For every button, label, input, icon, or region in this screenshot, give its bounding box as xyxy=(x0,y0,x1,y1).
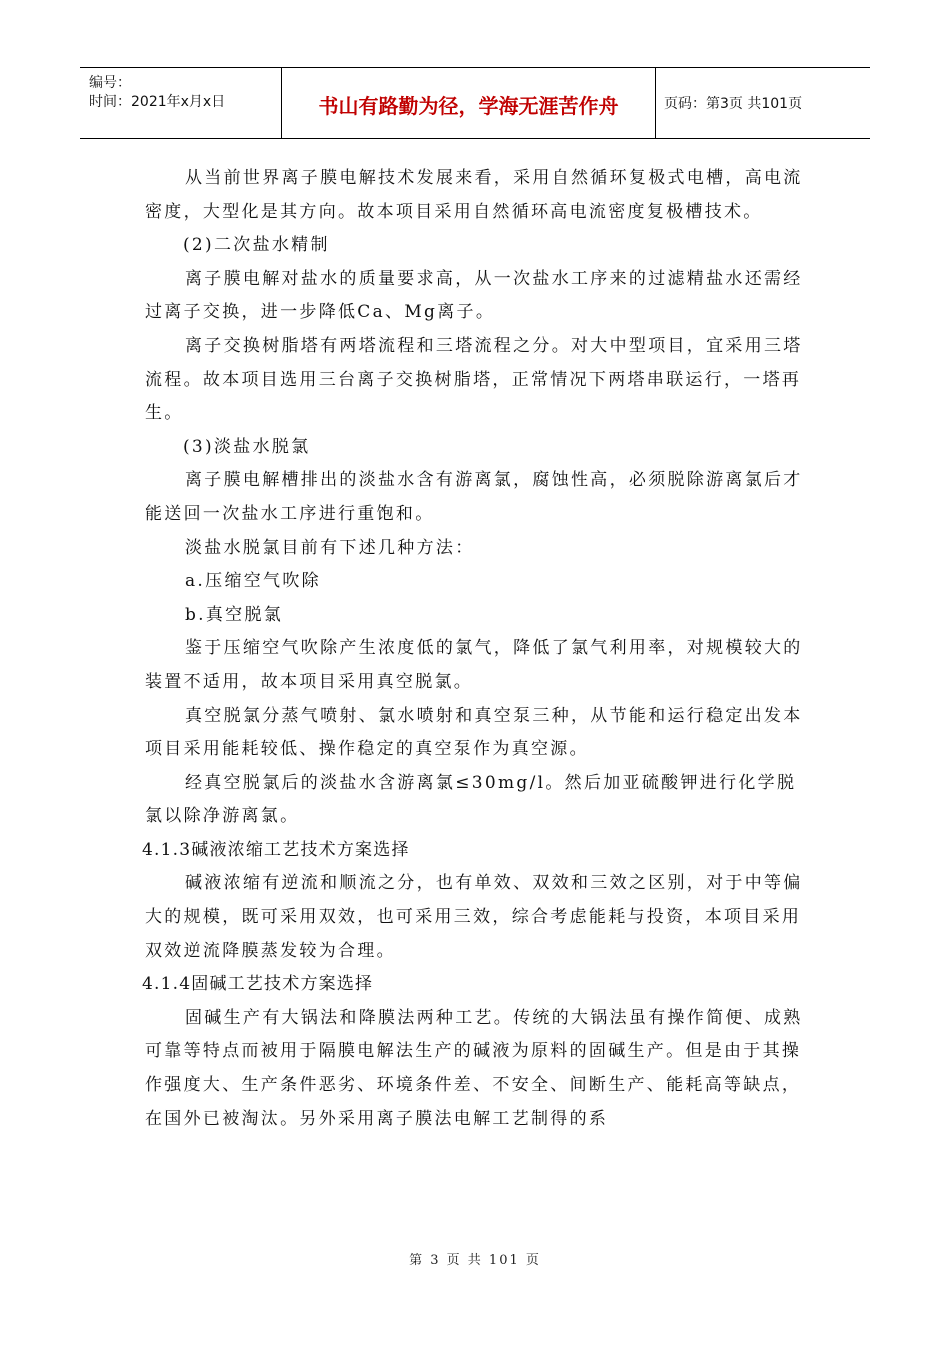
paragraph: 碱液浓缩有逆流和顺流之分，也有单效、双效和三效之区别，对于中等偏大的规模，既可采用双效，也可采用三效，综合考虑能耗与投资，本项目采用双效逆流降膜蒸发较为合理。 xyxy=(145,873,803,961)
paragraph: 鉴于压缩空气吹除产生浓度低的氯气，降低了氯气利用率，对规模较大的装置不适用，故本项目采用真空脱氯。 xyxy=(145,638,803,692)
page-footer: 第 3 页 共 101 页 xyxy=(409,1253,541,1268)
subheading: (3)淡盐水脱氯 xyxy=(183,436,311,457)
paragraph: 离子膜电解槽排出的淡盐水含有游离氯，腐蚀性高，必须脱除游离氯后才能送回一次盐水工序进行重饱和。 xyxy=(145,470,803,524)
section-heading: 4.1.4固碱工艺技术方案选择 xyxy=(142,974,374,995)
date-line: 时间：2021年x月x日 xyxy=(89,94,226,110)
list-item: a.压缩空气吹除 xyxy=(185,571,321,592)
document-body xyxy=(142,162,805,1136)
paragraph: 固碱生产有大锅法和降膜法两种工艺。传统的大锅法虽有操作简便、成熟可靠等特点而被用于隔膜电解法生产的碱液为原料的固碱生产。但是由于其操作强度大、生产条件恶劣、环境条件差、不安全、间断生产、能耗高等缺点，在国外已被淘汰。另外采用离子膜法电解工艺制得的系 xyxy=(145,1007,803,1129)
number-label: 编号： xyxy=(89,75,131,91)
header-page-info: 页码：第3页 共101页 xyxy=(664,96,803,112)
header-meta-cell xyxy=(80,68,282,138)
list-item: b.真空脱氯 xyxy=(185,604,284,625)
paragraph: 真空脱氯分蒸气喷射、氯水喷射和真空泵三种，从节能和运行稳定出发本项目采用能耗较低、操作稳定的真空泵作为真空源。 xyxy=(145,705,803,760)
header-motto-cell xyxy=(282,68,656,138)
paragraph: 从当前世界离子膜电解技术发展来看，采用自然循环复极式电槽，高电流密度，大型化是其方向。故本项目采用自然循环高电流密度复极槽技术。 xyxy=(145,168,803,222)
paragraph: 经真空脱氯后的淡盐水含游离氯≤30mg/l。然后加亚硫酸钾进行化学脱氯以除净游离氯。 xyxy=(145,772,797,827)
paragraph: 离子膜电解对盐水的质量要求高，从一次盐水工序来的过滤精盐水还需经过离子交换，进一步降低Ca、Mg离子。 xyxy=(145,268,803,323)
motto: 书山有路勤为径，学海无涯苦作舟 xyxy=(318,94,619,118)
document-header xyxy=(80,67,870,139)
header-page-cell xyxy=(656,68,870,138)
paragraph: 淡盐水脱氯目前有下述几种方法： xyxy=(185,537,475,558)
subheading: (2)二次盐水精制 xyxy=(183,235,330,256)
paragraph: 离子交换树脂塔有两塔流程和三塔流程之分。对大中型项目，宜采用三塔流程。故本项目选用三台离子交换树脂塔，正常情况下两塔串联运行，一塔再生。 xyxy=(145,335,803,424)
section-heading: 4.1.3碱液浓缩工艺技术方案选择 xyxy=(142,839,410,860)
